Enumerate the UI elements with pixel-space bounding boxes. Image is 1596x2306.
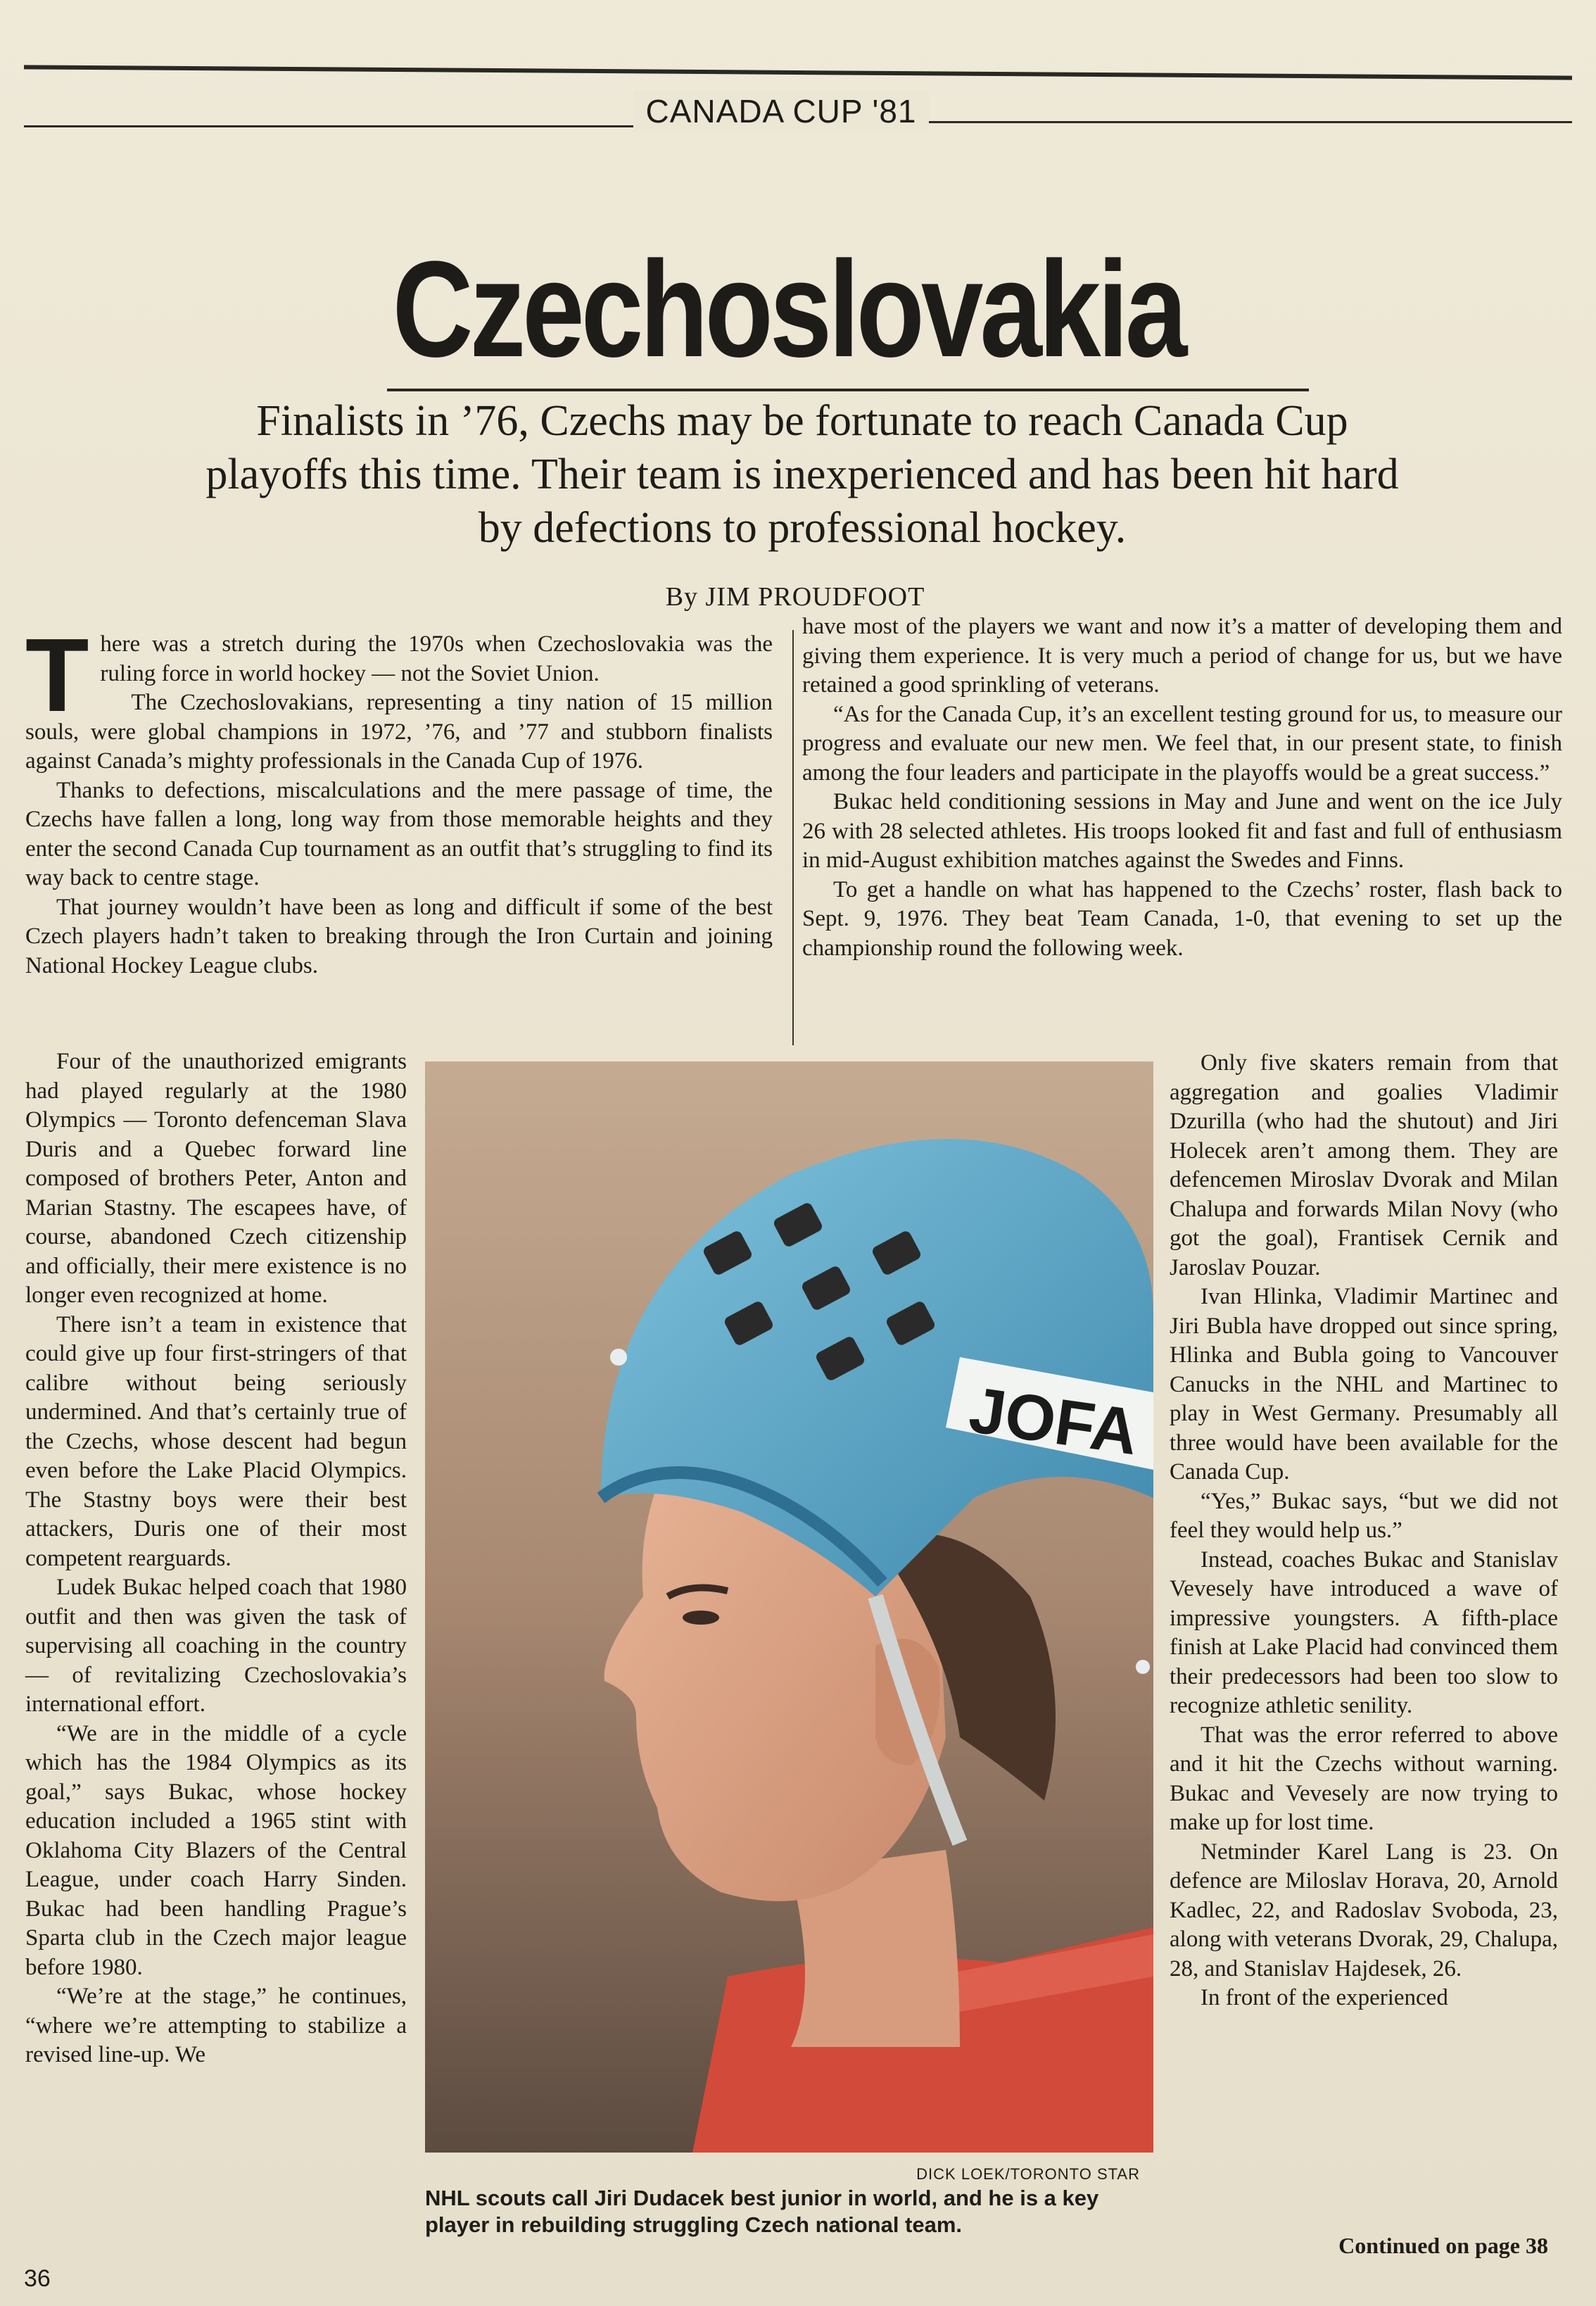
helmet-brand-text: JOFA xyxy=(965,1373,1143,1469)
paragraph: Thanks to defections, miscalculations and the mere passage of time, the Czechs have fallen a long, long way from those memorable heights and they enter the second Canada Cup tournament as an outfit that’s struggling to find its way back to centre stage. xyxy=(25,777,773,890)
paragraph: Bukac held conditioning sessions in May and June and went on the ice July 26 with 28 selected athletes. His troops looked fit and fast and full of enthusiasm in mid-August exhibition matches against the Swedes and Finns. xyxy=(802,789,1562,873)
paragraph: have most of the players we want and now it’s a matter of developing them and giving them experience. It is very much a period of change for us, but we have retained a good sprinkling of veterans. xyxy=(802,614,1562,698)
deck: Finalists in ’76, Czechs may be fortunate to reach Canada Cup playoffs this time. Their team is inexperienced and has been hit hard by defections to professional hockey. xyxy=(205,397,1399,552)
paragraph: Netminder Karel Lang is 23. On defence are Miloslav Horava, 20, Arnold Kadlec, 22, and Radoslav Svoboda, 23, along with veterans Dvorak, 29, Chalupa, 28, and Stanislav Hajdesek, 26. xyxy=(1170,1839,1558,1981)
drop-cap: T xyxy=(25,617,89,733)
photo-caption: NHL scouts call Jiri Dudacek best junior in world, and he is a key player in rebuilding struggling Czech national team. xyxy=(425,2186,1099,2237)
top-rule xyxy=(24,65,1572,80)
column-divider xyxy=(792,630,794,1045)
player-portrait-illustration xyxy=(425,1061,1153,2153)
left-lower-column xyxy=(25,1047,407,2070)
paragraph: Ludek Bukac helped coach that 1980 outfit and then was given the task of supervising all coaching in the country — of revitalizing Czechoslovakia’s international effort. xyxy=(25,1575,407,1717)
headline-rule xyxy=(387,389,1309,391)
paragraph: The Czechoslovakians, representing a tiny nation of 15 million souls, were global champions in 1972, ’76, and ’77 and stubborn finalists against Canada’s mighty professionals in the Canada Cup of 1976. xyxy=(25,690,773,774)
paragraph: In front of the experienced xyxy=(1201,1985,1448,2010)
paragraph: “We are in the middle of a cycle which has the 1984 Olympics as its goal,” says Bukac, whose hockey education included a 1965 stint with Oklahoma City Blazers of the Central League, under coach Harry Sinden. Bukac had been handling Prague’s Sparta club in the Czech major league before 1980. xyxy=(25,1720,407,1980)
right-upper-column xyxy=(802,612,1562,963)
paragraph: “As for the Canada Cup, it’s an excellent testing ground for us, to measure our progress and evaluate our new men. We feel that, in our present state, to finish among the four leaders and participate in the playoffs would be a great success.” xyxy=(802,701,1562,786)
paragraph: Instead, coaches Bukac and Stanislav Vevesely have introduced a wave of impressive youngsters. A fifth-place finish at Lake Placid had convinced them their predecessors had been too slow to recognize athletic senility. xyxy=(1170,1546,1558,1718)
left-upper-column xyxy=(25,617,773,981)
paragraph: That journey wouldn’t have been as long and difficult if some of the best Czech players hadn’t taken to breaking through the Iron Curtain and joining National Hockey League clubs. xyxy=(25,894,773,978)
paragraph-text: here was a stretch during the 1970s when Czechoslovakia was the ruling force in world hockey — not the Soviet Union. xyxy=(100,631,773,686)
paragraph: That was the error referred to above and it hit the Czechs without warning. Bukac and Vevesely are now trying to make up for lost time. xyxy=(1170,1722,1558,1835)
paragraph: Ivan Hlinka, Vladimir Martinec and Jiri Bubla have dropped out since spring, Hlinka and Bubla going to Vancouver Canucks in the NHL and Martinec to play in West Germany. Presumably all three would have been available for the Canada Cup. xyxy=(1170,1284,1558,1485)
paragraph: Only five skaters remain from that aggregation and goalies Vladimir Dzurilla (who had the shutout) and Jiri Holecek aren’t among them. They are defencemen Miroslav Dvorak and Milan Chalupa and forwards Milan Novy (who got the goal), Frantisek Cernik and Jaroslav Pouzar. xyxy=(1170,1050,1558,1280)
right-lower-column xyxy=(1170,1049,1558,2013)
photo-credit: DICK LOEK/TORONTO STAR xyxy=(916,2165,1140,2183)
byline: By JIM PROUDFOOT xyxy=(665,582,925,612)
kicker-rule-right xyxy=(929,121,1572,123)
paragraph: There isn’t a team in existence that could give up four first-stringers of that calibre without being seriously undermined. And that’s certainly true of the Czechs, whose descent had begun even before the Lake Placid Olympics. The Stastny boys were their best attackers, Duris one of their most competent rearguards. xyxy=(25,1311,407,1571)
continued-jump: Continued on page 38 xyxy=(1338,2233,1548,2258)
paragraph: “Yes,” Bukac says, “but we did not feel they would help us.” xyxy=(1170,1488,1558,1543)
headline: Czechoslovakia xyxy=(392,233,1184,386)
section-kicker: CANADA CUP '81 xyxy=(633,90,929,132)
paragraph: Four of the unauthorized emigrants had played regularly at the 1980 Olympics — Toronto defenceman Slava Duris and a Quebec forward line composed of brothers Peter, Anton and Marian Stastny. The escapees have, of course, abandoned Czech citizenship and officially, their mere existence is no longer even recognized at home. xyxy=(25,1049,407,1308)
paragraph: “We’re at the stage,” he continues, “where we’re attempting to stabilize a revised line-up. We xyxy=(25,1984,407,2067)
paragraph: To get a handle on what has happened to the Czechs’ roster, flash back to Sept. 9, 1976. They beat Team Canada, 1-0, that evening to set up the championship round the following week. xyxy=(802,876,1562,961)
player-photo xyxy=(425,1061,1153,2153)
page-number: 36 xyxy=(24,2265,51,2292)
kicker-rule-left xyxy=(24,125,636,127)
